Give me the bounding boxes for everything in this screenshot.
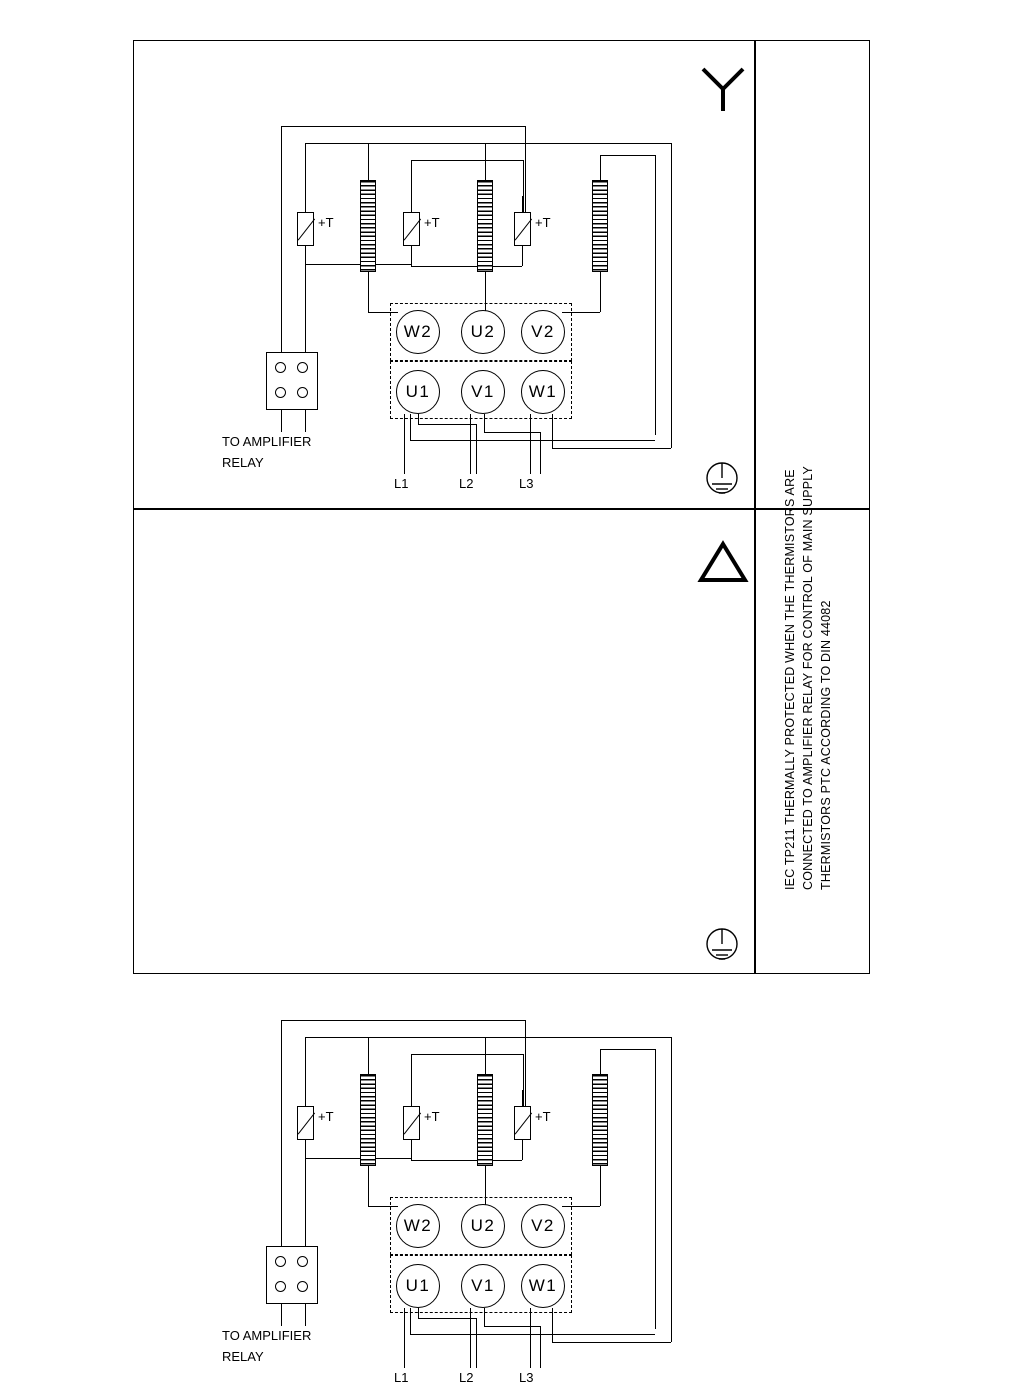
thermistor-rail-b [305,143,672,144]
supply-label-l1: L1 [394,476,409,491]
u1-down [404,1308,405,1368]
relay-terminal-dot-4 [297,387,308,398]
ptc-bridge-2 [411,1160,522,1161]
ptc-bridge-2 [411,266,522,267]
thermistor-rail-b [305,1037,672,1038]
under-link-3 [410,1334,655,1335]
terminal-w1[interactable]: W1 [521,370,565,414]
ptc1-stub-top [305,1090,306,1106]
winding-coil-1 [360,1074,376,1166]
ptc2-link-right [523,160,524,212]
supply-label-l2: L2 [459,476,474,491]
thermistor-label-3: +T [535,1109,551,1124]
terminal-v2[interactable]: V2 [521,1204,565,1248]
thermistor-label-1: +T [318,215,334,230]
thermistor-rail-a-left [281,1020,282,1252]
ptc-thermistor-3 [514,212,531,246]
thermistor-rail-a-right [525,1020,526,1106]
note-line-2: CONNECTED TO AMPLIFIER RELAY FOR CONTROL OF MAIN SUPPLY [801,465,815,890]
ptc-thermistor-3 [514,1106,531,1140]
thermistor-rail-b-right [671,143,672,448]
relay-lead-right [305,1304,306,1326]
v1-down [470,1308,471,1368]
note-line-3: THERMISTORS PTC ACCORDING TO DIN 44082 [819,600,833,890]
relay-terminal-dot-2 [297,1256,308,1267]
coil1-top-feed [368,1037,369,1074]
ptc2-link [411,1054,523,1055]
terminal-w1[interactable]: W1 [521,1264,565,1308]
under-link-1-v2 [476,1318,477,1368]
ptc-thermistor-2 [403,212,420,246]
thermistor-label-2: +T [424,215,440,230]
w1-down [530,1308,531,1368]
relay-terminal-dot-3 [275,387,286,398]
terminal-u1[interactable]: U1 [396,1264,440,1308]
amplifier-label-line1: TO AMPLIFIER [222,1328,312,1343]
ptc2-stub-top [411,160,412,212]
coil3-top-rail [600,1049,655,1050]
amplifier-label-line2: RELAY [222,1349,264,1364]
terminal-w2[interactable]: W2 [396,310,440,354]
ptc-thermistor-2 [403,1106,420,1140]
under-link-1 [418,1318,476,1319]
winding-coil-2 [477,1074,493,1166]
thermistor-label-1: +T [318,1109,334,1124]
ptc3-stub-bottom [522,246,523,266]
under-link-1 [418,424,476,425]
thermistor-rail-a [281,126,525,127]
ptc3-stub-top [522,196,523,212]
amplifier-relay-terminal-block[interactable] [266,1246,318,1304]
relay-terminal-dot-2 [297,362,308,373]
terminal-u2[interactable]: U2 [461,1204,505,1248]
coil3-top-feed [600,1049,601,1074]
coil3-to-v2 [600,272,601,312]
ptc2-stub-top [411,1054,412,1106]
earth-ground-symbol [700,928,746,968]
winding-coil-3 [592,180,608,272]
terminal-v1[interactable]: V1 [461,370,505,414]
terminal-u2[interactable]: U2 [461,310,505,354]
ptc2-stub-bottom [411,1140,412,1160]
ptc3-stub-top [522,1090,523,1106]
ptc-bridge-1 [305,264,411,265]
relay-terminal-dot-1 [275,1256,286,1267]
coil3-top-feed [600,155,601,180]
note-line-1: IEC TP211 THERMALLY PROTECTED WHEN THE THERMISTORS ARE [783,469,797,890]
thermistor-rail-a-left [281,126,282,358]
thermistor-rail-a [281,1020,525,1021]
ptc1-stub-top [305,196,306,212]
ptc2-link-right [523,1054,524,1106]
under-link-2-v2 [540,1326,541,1368]
coil3-to-v2 [600,1166,601,1206]
coil1-to-w2 [368,1166,369,1206]
ptc2-stub-bottom [411,246,412,266]
ptc-bridge-1 [305,1158,411,1159]
relay-terminal-dot-1 [275,362,286,373]
ptc2-link [411,160,523,161]
coil3-top-rail-v [655,155,656,435]
ptc-thermistor-1 [297,212,314,246]
supply-label-l3: L3 [519,1370,534,1385]
under-link-4-v [552,1308,553,1342]
terminal-u1[interactable]: U1 [396,370,440,414]
under-link-3 [410,440,655,441]
under-link-4-v [552,414,553,448]
terminal-v2[interactable]: V2 [521,310,565,354]
ptc1-stub-bottom [305,246,306,264]
coil2-top-feed [485,143,486,180]
relay-lead-left [281,1304,282,1326]
amplifier-label-line1: TO AMPLIFIER [222,434,312,449]
amplifier-relay-terminal-block[interactable] [266,352,318,410]
coil1-top-feed [368,143,369,180]
under-link-2 [484,432,540,433]
wye-star-symbol [697,63,749,115]
winding-coil-1 [360,180,376,272]
ptc-thermistor-1 [297,1106,314,1140]
relay-terminal-dot-4 [297,1281,308,1292]
winding-coil-3 [592,1074,608,1166]
delta-triangle-symbol [697,540,749,586]
relay-terminal-dot-3 [275,1281,286,1292]
relay-lead-left [281,410,282,432]
relay-lead-right [305,410,306,432]
terminal-w2[interactable]: W2 [396,1204,440,1248]
supply-label-l2: L2 [459,1370,474,1385]
thermistor-label-3: +T [535,215,551,230]
panel-star [0,0,1024,508]
thermistor-rail-b-right [671,1037,672,1342]
ptc1-stub-bottom [305,1140,306,1158]
amplifier-label-line2: RELAY [222,455,264,470]
under-link-2 [484,1326,540,1327]
coil2-top-feed [485,1037,486,1074]
panel-delta [0,447,1024,1385]
thermistor-label-2: +T [424,1109,440,1124]
coil3-top-rail [600,155,655,156]
supply-label-l1: L1 [394,1370,409,1385]
thermistor-rail-a-right [525,126,526,212]
terminal-v1[interactable]: V1 [461,1264,505,1308]
coil3-top-rail-v [655,1049,656,1329]
under-link-4 [552,1342,671,1343]
ptc3-stub-bottom [522,1140,523,1160]
coil1-to-w2 [368,272,369,312]
supply-label-l3: L3 [519,476,534,491]
winding-coil-2 [477,180,493,272]
